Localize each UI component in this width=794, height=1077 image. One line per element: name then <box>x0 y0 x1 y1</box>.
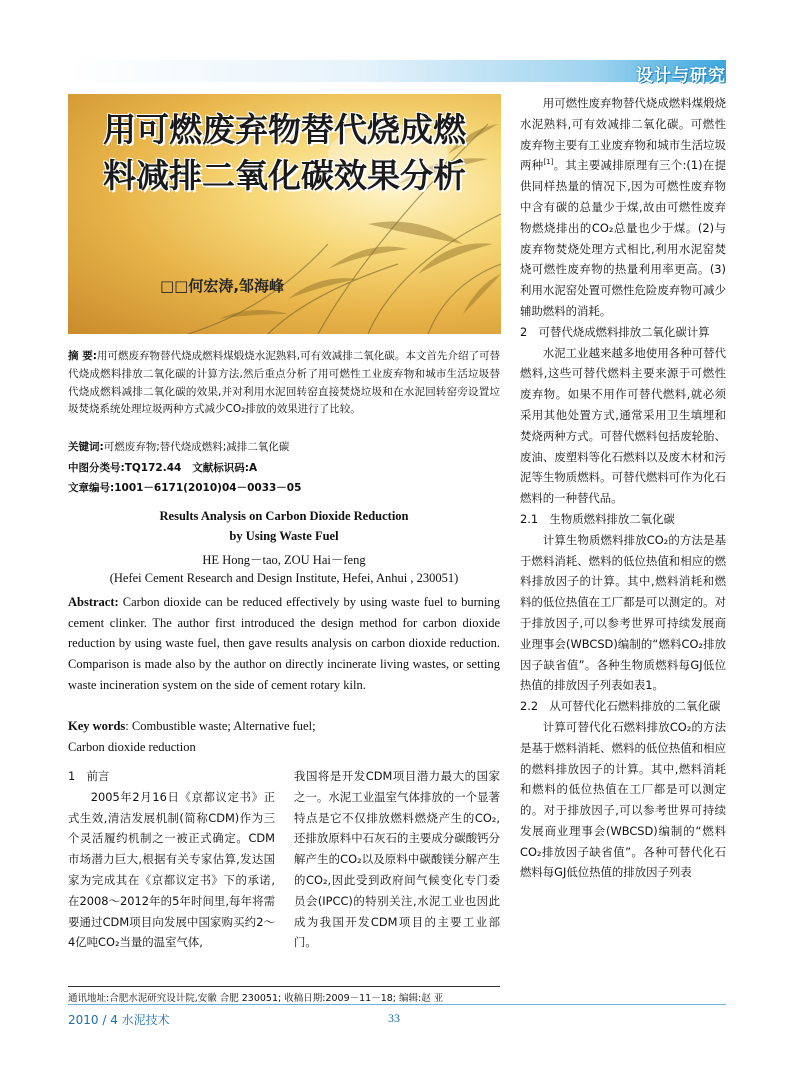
english-abstract-label: Abstract: <box>68 595 119 609</box>
english-title-line-1: Results Analysis on Carbon Dioxide Reduction <box>159 509 409 523</box>
english-title-line-2: by Using Waste Fuel <box>229 529 339 543</box>
keywords-cn <box>68 439 500 457</box>
clc-value: TQ172.44 <box>124 462 182 474</box>
english-affiliation: (Hefei Cement Research and Design Institute, Hefei, Anhui , 230051) <box>109 571 459 585</box>
english-keywords <box>68 716 500 757</box>
intro-continued-paragraph <box>520 93 726 322</box>
footer-rule-top <box>68 986 500 987</box>
english-keywords-line-2: Carbon dioxide reduction <box>68 739 196 754</box>
section-2-paragraph: 水泥工业越来越多地使用各种可替代燃料,这些可替代燃料主要来源于可燃性废弃物。如果不用作可替代燃料,就必须采用其他处置方式,通常采用卫生填埋和焚烧两种方式。可替代燃料包括废轮胎、废油、废塑料等化石燃料以及废木材和污泥等生物质燃料。可替代燃料可作为化石燃料的一种替代品。 <box>520 345 726 506</box>
clc-label: 中图分类号: <box>68 462 125 474</box>
abstract-cn <box>68 348 500 419</box>
footer-rule-bottom <box>68 1004 726 1005</box>
doc-code-label: 文献标识码: <box>192 462 249 474</box>
abstract-label: 摘 要: <box>68 350 97 362</box>
english-keywords-label: Key words <box>68 719 126 733</box>
body-column-right <box>520 93 726 883</box>
clc-line <box>68 460 500 478</box>
article-number <box>68 480 500 498</box>
keywords-label: 关键词: <box>68 441 104 453</box>
english-abstract <box>68 592 500 696</box>
doc-code-value: A <box>248 462 258 474</box>
article-no-value: 1001－6171(2010)04－0033－05 <box>114 482 302 494</box>
section-2-1-heading: 2.1 生物质燃料排放二氧化碳 <box>520 511 675 526</box>
section-2-heading: 2 可替代烧成燃料排放二氧化碳计算 <box>520 324 710 339</box>
section-1-paragraph: 2005年2月16日《京都议定书》正式生效,清洁发展机制(简称CDM)作为三个灵活履约机制之一被正式确定。CDM市场潜力巨大,根据有关专家估算,发达国家为完成其在《京都议定书》下的承诺,在2008～2012年的5年时间里,每年将需要通过CDM项目向发展中国家购买约2～4亿吨CO₂当量的温室气体, <box>68 789 275 950</box>
page-number: 33 <box>388 1011 400 1025</box>
section-2-1-paragraph: 计算生物质燃料排放CO₂的方法是基于燃料消耗、燃料的低位热值和相应的燃料排放因子的计算。其中,燃料消耗和燃料的低位热值在工厂都是可以测定的。对于排放因子,可以参考世界可持续发展商业理事会(WBCSD)编制的“燃料CO₂排放因子缺省值”。各种生物质燃料每GJ低位热值的排放因子列表如表1。 <box>520 532 726 693</box>
section-2-2-heading: 2.2 从可替代化石燃料排放的二氧化碳 <box>520 699 721 714</box>
body-column-middle <box>294 766 500 953</box>
intro-text-a: 用可燃性废弃物替代烧成燃料煤煅烧水泥熟料,可有效减排二氧化碳。可燃性废弃物主要有工业废弃物和城市生活垃圾两种 <box>520 96 726 173</box>
english-keywords-line-1: : Combustible waste; Alternative fuel; <box>125 719 316 733</box>
header-band <box>66 60 726 82</box>
body-column-left <box>68 766 275 953</box>
reference-mark: [1] <box>543 158 554 167</box>
english-abstract-text: Carbon dioxide can be reduced effectively by using waste fuel to burning cement clinker. The author first introduced the design method for carbon dioxide reduction by using waste fuel, then gave results analysis on carbon dioxide reduction. Comparison is made also by the author on directly incinerate living wastes, or setting waste incineration system on the side of cement rotary kiln. <box>68 595 501 692</box>
section-tag: 设计与研究 <box>636 66 726 86</box>
footer-note: 通讯地址:合肥水泥研究设计院,安徽 合肥 230051; 收稿日期:2009－11－18; 编辑:赵 亚 <box>68 993 444 1004</box>
intro-text-b: 。其主要减排原理有三个:(1)在提供同样热量的情况下,因为可燃性废弃物中含有碳的总量少于煤,故由可燃性废弃物燃烧排出的CO₂总量也少于煤。(2)与废弃物焚烧处理方式相比,利用水泥窑焚烧可燃性废弃物的热量利用率更高。(3)利用水泥窑处置可燃性危险废弃物可减少辅助燃料的消耗。 <box>520 158 726 318</box>
section-1-continued: 我国将是开发CDM项目潜力最大的国家之一。水泥工业温室气体排放的一个显著特点是它不仅排放燃料燃烧产生的CO₂,还排放原料中石灰石的主要成分碳酸钙分解产生的CO₂以及原料中碳酸镁分解产生的CO₂,因此受到政府间气候变化专门委员会(IPCC)的特别关注,水泥工业也因此成为我国开发CDM项目的主要工业部门。 <box>294 769 500 950</box>
english-authors: HE Hong－tao, ZOU Hai－feng <box>202 553 366 567</box>
authors: □□何宏涛,邹海峰 <box>160 277 285 295</box>
journal-issue: 2010 / 4 水泥技术 <box>68 1013 170 1027</box>
title-banner <box>68 94 501 334</box>
title-line-2: 料减排二氧化碳效果分析 <box>103 156 466 195</box>
title-line-1: 用可燃废弃物替代烧成燃 <box>103 110 466 149</box>
abstract-text: 用可燃废弃物替代烧成燃料煤煅烧水泥熟料,可有效减排二氧化碳。本文首先介绍了可替代烧成燃料排放二氧化碳的计算方法,然后重点分析了用可燃性工业废弃物和城市生活垃圾替代烧成燃料减排二氧化碳的效果,并对利用水泥回转窑直接焚烧垃圾和在水泥回转窑旁设置垃圾焚烧系统处理垃圾两种方式减少CO₂排放的效果进行了比较。 <box>68 350 500 416</box>
article-no-label: 文章编号: <box>68 482 115 494</box>
section-1-heading: 1 前言 <box>68 769 110 783</box>
section-2-2-paragraph: 计算可替代化石燃料排放CO₂的方法是基于燃料消耗、燃料的低位热值和相应的燃料排放因子的计算。其中,燃料消耗和燃料的低位热值在工厂都是可以测定的。对于排放因子,可以参考世界可持续发展商业理事会(WBCSD)编制的“燃料CO₂排放因子缺省值”。各种可替代化石燃料每GJ低位热值的排放因子列表 <box>520 719 726 880</box>
keywords-text: 可燃废弃物;替代烧成燃料;减排二氧化碳 <box>103 441 290 453</box>
